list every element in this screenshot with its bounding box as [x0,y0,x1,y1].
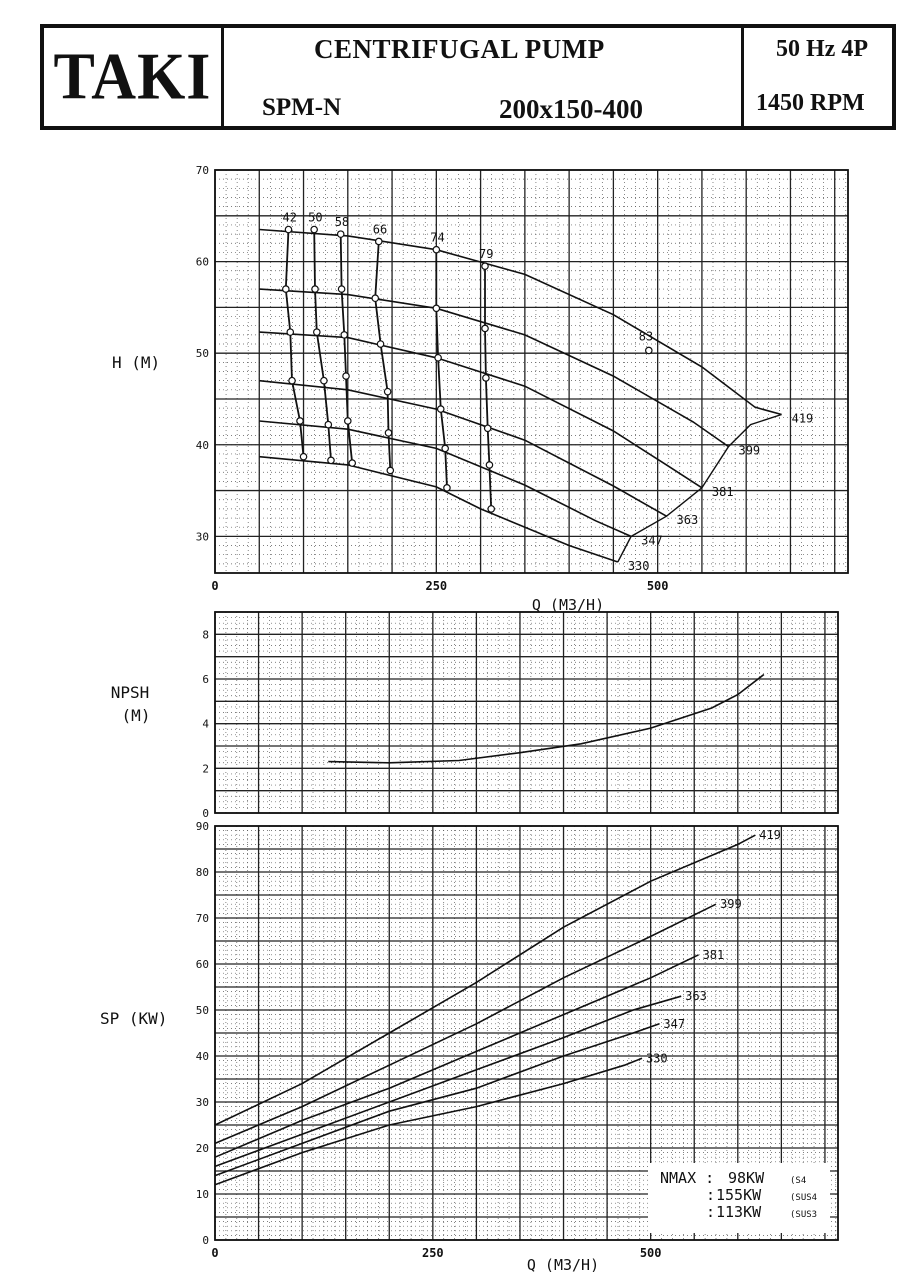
efficiency-point [486,462,492,468]
power-curve-330 [215,1058,642,1185]
power-x-axis-title: Q (M3/H) [526,1256,600,1274]
y-tick-label: 70 [195,912,209,925]
npsh-y-axis-title: NPSH [110,683,150,702]
head-curve-label: 381 [711,484,734,499]
y-tick-label: 60 [195,255,209,269]
nmax-value: 113KW [716,1203,762,1221]
head-curve-363 [259,381,666,517]
efficiency-point [442,445,448,451]
efficiency-contours [282,211,653,513]
speed-label: 1450 RPM [756,90,865,116]
y-tick-label: 90 [195,820,209,833]
power-curve-label: 330 [645,1051,668,1066]
efficiency-point [314,329,320,335]
efficiency-point [321,377,327,383]
efficiency-point [300,453,306,459]
efficiency-point [287,329,293,335]
x-tick-label: 0 [211,1246,219,1260]
frequency-label: 50 Hz 4P [776,36,868,62]
efficiency-point [341,332,347,338]
head-curve-label: 399 [738,443,761,458]
efficiency-label: 50 [308,210,323,225]
ticks-panel-0 [196,164,669,593]
efficiency-point [387,467,393,473]
efficiency-point [435,355,441,361]
nmax-key: NMAX : [660,1169,715,1187]
efficiency-point [285,226,291,232]
x-tick-label: 500 [639,1246,662,1260]
efficiency-point [343,373,349,379]
y-tick-label: 0 [202,1234,209,1247]
plot-frame [215,612,838,813]
power-curve-label: 419 [759,828,781,843]
power-curve-399 [215,904,716,1143]
power-curve-363 [215,996,681,1166]
grid-panel-1 [215,612,838,813]
efficiency-point [297,418,303,424]
efficiency-point [482,263,488,269]
y-tick-label: 2 [202,762,209,776]
y-tick-label: 10 [195,1188,209,1201]
efficiency-point [376,238,382,244]
power-curve-label: 347 [663,1016,686,1031]
y-tick-label: 50 [195,1004,209,1017]
npsh-y-axis-unit: (M) [121,706,151,725]
y-tick-label: 6 [202,673,209,686]
efficiency-point [372,295,378,301]
head-curves [259,230,813,574]
efficiency-point [484,425,490,431]
y-tick-label: 40 [195,438,209,452]
nmax-unit: (S4 [790,1176,807,1186]
efficiency-point [311,226,317,232]
power-curve-419 [215,835,755,1125]
efficiency-point [444,485,450,491]
power-curve-label: 363 [685,989,707,1004]
nmax-key: : [706,1203,716,1221]
efficiency-point [438,406,444,412]
efficiency-point [483,375,489,381]
efficiency-point [338,231,344,237]
efficiency-point [289,377,295,383]
efficiency-point [325,421,331,427]
x-tick-label: 500 [646,579,669,593]
y-tick-label: 50 [195,347,209,361]
nmax-unit: (SUS3 [790,1210,818,1220]
nmax-key: : [706,1186,716,1204]
y-tick-label: 30 [195,1096,209,1109]
ticks-panel-1 [202,628,209,820]
y-tick-label: 20 [195,1142,209,1155]
brand-logo: TAKI [53,39,212,114]
power-curve-347 [215,1024,659,1176]
head-curve-330 [259,457,618,562]
efficiency-label: 83 [638,329,654,344]
grid-panel-0 [215,170,848,573]
efficiency-label: 66 [372,222,388,237]
npsh-curve [328,675,764,763]
pump-size: 200x150-400 [499,94,643,124]
x-tick-label: 250 [425,579,448,593]
y-tick-label: 60 [195,958,209,971]
efficiency-point [283,286,289,292]
efficiency-point [377,341,383,347]
power-y-axis-title: SP (KW) [100,1009,168,1028]
efficiency-point [312,286,318,292]
y-tick-label: 30 [195,530,209,544]
efficiency-label: 79 [479,247,494,262]
y-tick-label: 4 [202,717,209,731]
nmax-box [648,1163,830,1233]
nmax-value: 155KW [716,1186,762,1204]
efficiency-contour-79 [485,266,491,509]
power-curve-label: 399 [720,897,742,912]
head-curve-label: 419 [791,411,814,426]
head-curve-label: 363 [676,513,699,528]
efficiency-point [482,325,488,331]
efficiency-label: 58 [334,215,350,230]
y-tick-label: 70 [195,164,209,177]
efficiency-label: 42 [282,210,297,225]
y-tick-label: 80 [195,866,209,879]
efficiency-point [433,305,439,311]
head-curve-label: 347 [641,533,663,548]
power-curve-label: 381 [702,947,725,962]
efficiency-point [328,457,334,463]
chart-title: CENTRIFUGAL PUMP [314,34,605,64]
head-curve-label: 330 [627,559,650,574]
efficiency-label: 74 [430,230,445,245]
x-tick-label: 0 [211,579,219,593]
nmax-value: 98KW [728,1169,765,1187]
head-curve-419 [259,230,781,415]
head-y-axis-title: H (M) [112,353,161,372]
y-tick-label: 8 [202,628,209,642]
efficiency-point [349,460,355,466]
y-tick-label: 0 [202,807,209,820]
efficiency-point [488,506,494,512]
head-x-axis-title: Q (M3/H) [531,596,605,614]
y-tick-label: 40 [195,1050,209,1063]
efficiency-point [385,430,391,436]
efficiency-point [338,286,344,292]
x-tick-label: 250 [421,1246,444,1260]
efficiency-point [384,388,390,394]
pump-series: SPM-N [262,94,342,121]
head-curve-347 [259,421,631,536]
efficiency-point [646,347,652,353]
efficiency-point [433,246,439,252]
efficiency-point [345,418,351,424]
nmax-unit: (SUS4 [790,1193,818,1203]
